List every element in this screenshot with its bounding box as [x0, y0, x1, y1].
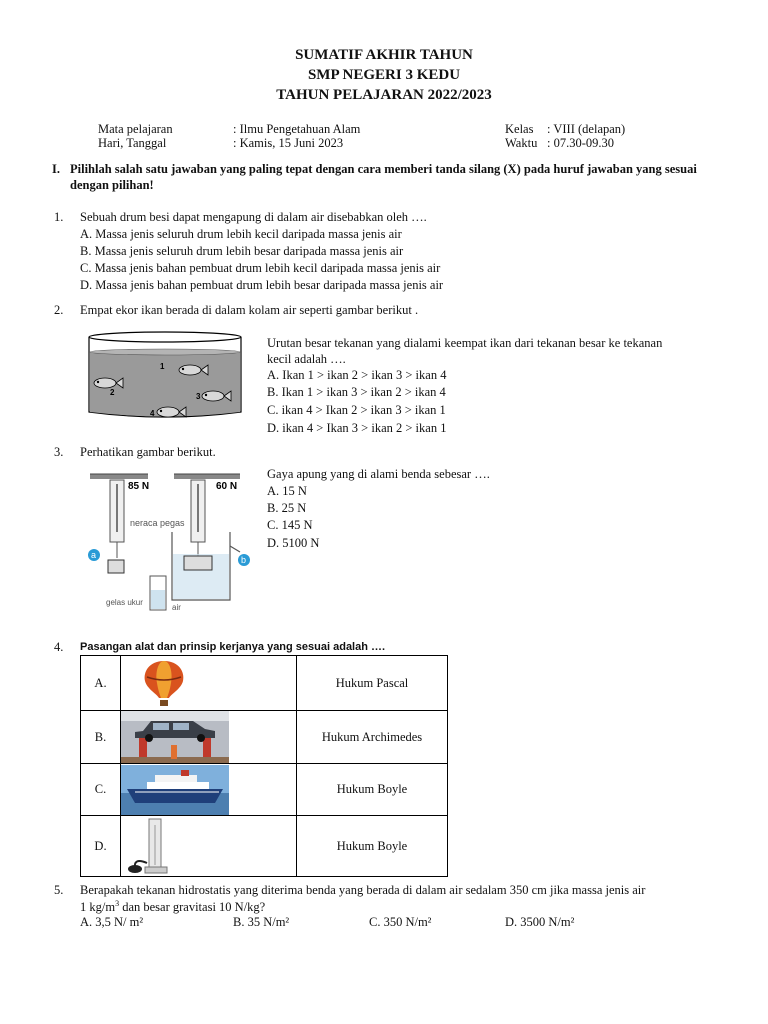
- label-a: a: [91, 550, 97, 560]
- row-letter: B.: [81, 711, 121, 764]
- hot-air-balloon-icon: [139, 659, 189, 707]
- subject-label: Mata pelajaran: [98, 122, 173, 136]
- time-value: : 07.30-09.30: [547, 136, 615, 150]
- table-row: [81, 816, 448, 877]
- row-image: [121, 711, 297, 764]
- q1-option-a: A. Massa jenis seluruh drum lebih kecil daripada massa jenis air: [80, 227, 402, 241]
- q5-text-2b: dan besar gravitasi 10 N/kg?: [119, 900, 266, 915]
- cylinder-label: gelas ukur: [106, 598, 143, 607]
- q2-number: 2.: [54, 303, 64, 317]
- row-letter: D.: [81, 816, 121, 877]
- class-value: : VIII (delapan): [547, 122, 626, 136]
- left-reading: 85 N: [128, 481, 150, 492]
- q5-number: 5.: [54, 883, 64, 897]
- q5-text-2sup: 3: [115, 899, 120, 908]
- q2-prompt-line-2: kecil adalah ….: [267, 352, 346, 366]
- fish-label-1: 1: [160, 362, 165, 371]
- q2-option-a: A. Ikan 1 > ikan 2 > ikan 3 > ikan 4: [267, 368, 447, 382]
- fish-pond-figure: [84, 328, 246, 422]
- fish-label-4: 4: [150, 409, 155, 418]
- q3-prompt: Gaya apung yang di alami benda sebesar ….: [267, 467, 490, 481]
- sphygmomanometer-icon: [125, 817, 185, 875]
- q1-number: 1.: [54, 210, 64, 224]
- spring-label: neraca pegas: [130, 518, 185, 528]
- header-line-2: SMP NEGERI 3 KEDU: [307, 67, 461, 83]
- label-b: b: [241, 555, 247, 565]
- spring-balance-figure: [80, 472, 260, 614]
- q5-text-line-2: [80, 899, 265, 915]
- row-image: [121, 656, 297, 711]
- q5-text-line-1: Berapakah tekanan hidrostatis yang diterima benda yang berada di dalam air sedalam 350 cm jika massa jenis air: [80, 883, 646, 897]
- q1-option-c: C. Massa jenis bahan pembuat drum lebih kecil daripada massa jenis air: [80, 261, 441, 275]
- instruction-text: Pilihlah salah satu jawaban yang paling tepat dengan cara memberi tanda silang (X) pada huruf jawaban yang sesuai dengan pilihan!: [70, 162, 697, 192]
- q1-option-b: B. Massa jenis seluruh drum lebih besar daripada massa jenis air: [80, 244, 404, 258]
- row-principle: Hukum Archimedes: [297, 711, 448, 764]
- q3-option-c: C. 145 N: [267, 518, 313, 532]
- time-label: Waktu: [505, 136, 538, 150]
- q5-option-d: D. 3500 N/m²: [505, 915, 575, 929]
- table-row: [81, 764, 448, 816]
- row-principle: Hukum Pascal: [297, 656, 448, 711]
- q4-number: 4.: [54, 640, 64, 654]
- object-block: [108, 560, 124, 573]
- q5-option-c: C. 350 N/m²: [369, 915, 432, 929]
- q2-option-c: C. ikan 4 > Ikan 2 > ikan 3 > ikan 1: [267, 403, 446, 417]
- water-label: air: [172, 603, 181, 612]
- row-letter: C.: [81, 764, 121, 816]
- header-line-1: SUMATIF AKHIR TAHUN: [295, 47, 473, 63]
- q5-option-b: B. 35 N/m²: [233, 915, 290, 929]
- ship-icon: [121, 765, 229, 815]
- row-image: [121, 816, 297, 877]
- q3-number: 3.: [54, 445, 64, 459]
- q1-option-d: D. Massa jenis bahan pembuat drum lebih besar daripada massa jenis air: [80, 278, 444, 292]
- q4-table: [80, 655, 448, 877]
- q5-option-a: A. 3,5 N/ m²: [80, 915, 144, 929]
- class-label: Kelas: [505, 122, 534, 136]
- car-hydraulic-lift-icon: [121, 711, 229, 763]
- q3-text: Perhatikan gambar berikut.: [80, 445, 216, 459]
- fish-label-3: 3: [196, 392, 201, 401]
- row-letter: A.: [81, 656, 121, 711]
- q2-option-d: D. ikan 4 > Ikan 3 > ikan 2 > ikan 1: [267, 421, 447, 435]
- right-reading: 60 N: [216, 481, 238, 492]
- q3-option-d: D. 5100 N: [267, 536, 320, 550]
- header-line-3: TAHUN PELAJARAN 2022/2023: [276, 87, 492, 103]
- row-principle: Hukum Boyle: [297, 764, 448, 816]
- q3-option-a: A. 15 N: [267, 484, 307, 498]
- q2-prompt-line-1: Urutan besar tekanan yang dialami keempat ikan dari tekanan besar ke tekanan: [267, 336, 663, 350]
- subject-value: : Ilmu Pengetahuan Alam: [233, 122, 361, 136]
- q2-text: Empat ekor ikan berada di dalam kolam air seperti gambar berikut .: [80, 303, 419, 317]
- date-value: : Kamis, 15 Juni 2023: [233, 136, 344, 150]
- table-row: [81, 656, 448, 711]
- fish-label-2: 2: [110, 388, 115, 397]
- row-principle: Hukum Boyle: [297, 816, 448, 877]
- q3-option-b: B. 25 N: [267, 501, 307, 515]
- instruction-number: I.: [52, 162, 60, 176]
- q4-text: Pasangan alat dan prinsip kerjanya yang sesuai adalah ….: [80, 641, 386, 653]
- row-image: [121, 764, 297, 816]
- q5-text-2a: 1 kg/m: [80, 900, 116, 915]
- table-row: [81, 711, 448, 764]
- q2-option-b: B. Ikan 1 > ikan 3 > ikan 2 > ikan 4: [267, 385, 446, 399]
- date-label: Hari, Tanggal: [98, 136, 167, 150]
- q1-text: Sebuah drum besi dapat mengapung di dalam air disebabkan oleh ….: [80, 210, 427, 224]
